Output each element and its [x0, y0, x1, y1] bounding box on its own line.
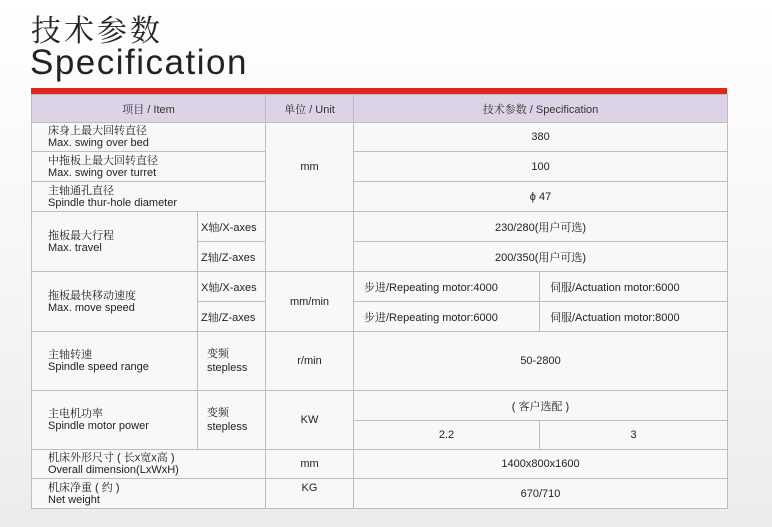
- unit-cell: KW: [266, 391, 354, 450]
- row-spindle-speed-label: [32, 332, 198, 391]
- value-cell: 伺服/Actuation motor:6000: [540, 272, 728, 302]
- label-en: Spindle speed range: [48, 361, 149, 373]
- table-row: [32, 332, 728, 391]
- sub-label-cn: 变频: [207, 348, 229, 360]
- value-cell: 50-2800: [354, 332, 728, 391]
- label-en: Net weight: [48, 493, 100, 506]
- axis-label-x: X轴/X-axes: [198, 272, 266, 302]
- page-title-en: Specification: [30, 43, 248, 82]
- header-unit: 单位 / Unit: [266, 95, 354, 123]
- table-row: [32, 479, 728, 509]
- label-en: Max. travel: [48, 241, 102, 254]
- row-speed-label: [32, 272, 198, 332]
- row-weight-label: [32, 479, 266, 509]
- value-cell: 380: [354, 123, 728, 152]
- header-item: 项目 / Item: [32, 95, 266, 123]
- table-row: [32, 123, 728, 152]
- label-cn: 中拖板上最大回转直径: [48, 154, 158, 167]
- spec-table-container: [31, 94, 727, 509]
- label-en: Max. swing over turret: [48, 166, 157, 179]
- table-row: [32, 212, 728, 242]
- unit-cell: r/min: [266, 332, 354, 391]
- table-header-row: [32, 95, 728, 123]
- spec-table: [31, 94, 728, 509]
- value-cell: 伺服/Actuation motor:8000: [540, 302, 728, 332]
- label-cn: 拖板最大行程: [48, 229, 114, 242]
- axis-label-x: X轴/X-axes: [198, 212, 266, 242]
- sub-label-en: stepless: [207, 421, 248, 433]
- speed-unit-cell: mm/min: [266, 272, 354, 332]
- label-cn: 机床外形尺寸 ( 长x宽x高 ): [48, 452, 175, 464]
- value-cell: 1400x800x1600: [354, 450, 728, 479]
- label-en: Spindle motor power: [48, 420, 149, 432]
- label-en: Overall dimension(LxWxH): [48, 464, 179, 476]
- table-row: [32, 391, 728, 421]
- table-row: [32, 450, 728, 479]
- travel-unit-cell: [266, 212, 354, 272]
- label-en: Max. move speed: [48, 301, 135, 314]
- label-cn: 机床净重 ( 约 ): [48, 481, 120, 494]
- sub-label: [198, 332, 266, 391]
- unit-cell: mm: [266, 450, 354, 479]
- label-cn: 拖板最快移动速度: [48, 289, 136, 302]
- value-cell: 670/710: [354, 479, 728, 509]
- label-en: Spindle thur-hole diameter: [48, 196, 178, 209]
- row-swing-bed-label: [32, 123, 266, 152]
- sub-label-cn: 变频: [207, 407, 229, 419]
- value-cell: 230/280(用户可选): [354, 212, 728, 242]
- label-cn: 主电机功率: [48, 408, 103, 420]
- label-cn: 主轴通孔直径: [48, 184, 114, 197]
- option-note: ( 客户选配 ): [354, 391, 728, 421]
- row-thru-hole-label: [32, 182, 266, 212]
- value-cell: 3: [540, 421, 728, 450]
- sub-label: [198, 391, 266, 450]
- row-swing-turret-label: [32, 152, 266, 182]
- table-row: [32, 152, 728, 182]
- value-cell: 100: [354, 152, 728, 182]
- value-cell: 2.2: [354, 421, 540, 450]
- sub-label-en: stepless: [207, 362, 248, 374]
- header-spec: 技术参数 / Specification: [354, 95, 728, 123]
- label-cn: 主轴转速: [48, 349, 92, 361]
- table-row: [32, 182, 728, 212]
- value-cell: 200/350(用户可选): [354, 242, 728, 272]
- table-row: [32, 272, 728, 302]
- value-cell: 步进/Repeating motor:4000: [354, 272, 540, 302]
- mm-unit-cell: mm: [266, 123, 354, 212]
- row-dimension-label: [32, 450, 266, 479]
- row-motor-power-label: [32, 391, 198, 450]
- page-title-cn: 技术参数: [31, 14, 163, 49]
- label-cn: 床身上最大回转直径: [48, 125, 147, 137]
- axis-label-z: Z轴/Z-axes: [198, 302, 266, 332]
- row-travel-label: [32, 212, 198, 272]
- label-en: Max. swing over bed: [48, 137, 149, 149]
- axis-label-z: Z轴/Z-axes: [198, 242, 266, 272]
- unit-cell: KG: [266, 479, 354, 509]
- value-cell: 步进/Repeating motor:6000: [354, 302, 540, 332]
- value-cell: ϕ 47: [354, 182, 728, 212]
